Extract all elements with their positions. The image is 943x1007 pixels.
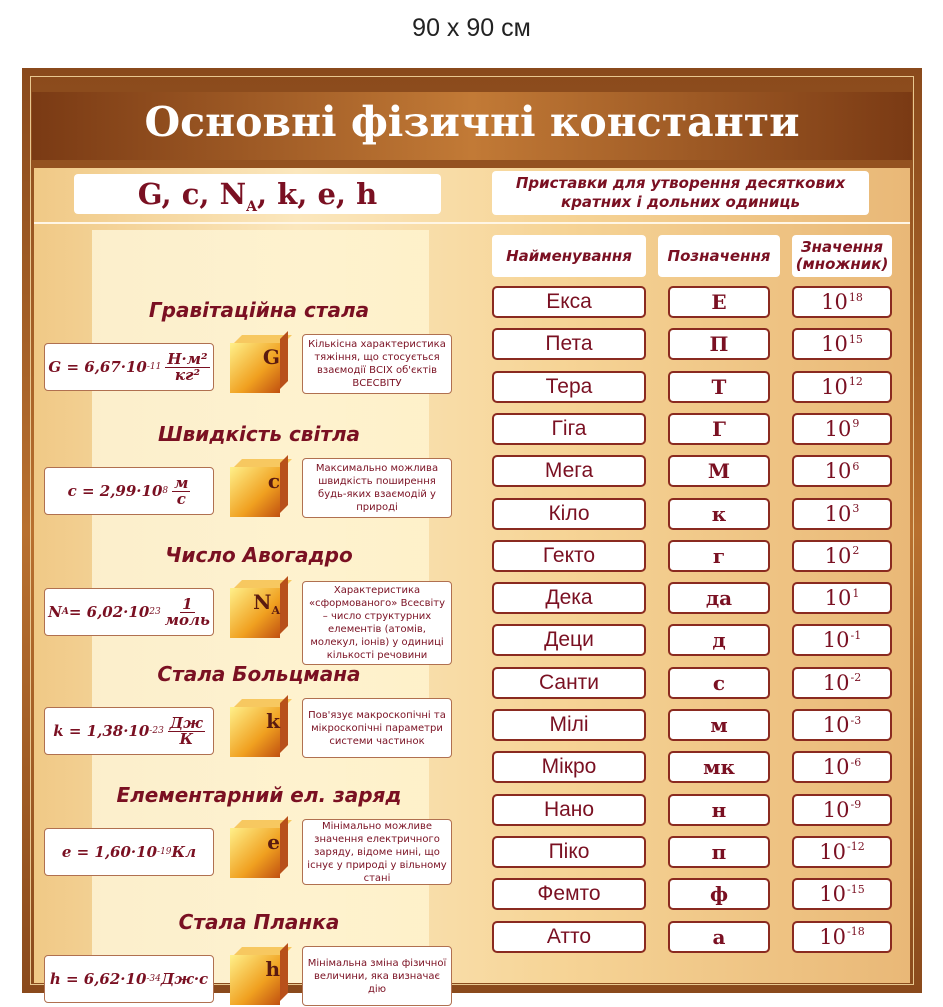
light-speed-cube-icon: c xyxy=(230,459,290,519)
size-label: 90 x 90 см xyxy=(412,14,531,42)
prefix-value-cell: 10 $^2$ xyxy=(792,540,892,572)
prefix-symbol-cell: с xyxy=(668,667,770,699)
prefix-symbol-cell: д xyxy=(668,624,770,656)
constant-description: Пов'язує макроскопічні та мікроскопічні параметри системи частинок xyxy=(302,698,452,758)
constant-heading: Число Авогадро xyxy=(165,543,353,567)
prefix-name-cell: Піко xyxy=(492,836,646,868)
prefix-value-cell: 10 $^{-9}$ xyxy=(792,794,892,826)
prefix-symbol-cell: П xyxy=(668,328,770,360)
avogadro-cube-icon: $N_A$ xyxy=(230,580,290,640)
prefix-value-cell: 10 $^{-1}$ xyxy=(792,624,892,656)
constant-description: Мінімальна зміна фізичної величини, яка визначає дію xyxy=(302,946,452,1006)
prefix-value-cell: 10 $^{-15}$ xyxy=(792,878,892,910)
constant-description: Кількісна характеристика тяжіння, що стосується взаємодії ВСІХ об'єктів ВСЕСВІТУ xyxy=(302,334,452,394)
prefix-name-cell: Тера xyxy=(492,371,646,403)
constant-description: Максимально можлива швидкість поширення будь-яких взаємодій у природі xyxy=(302,458,452,518)
prefix-symbol-cell: н xyxy=(668,794,770,826)
prefix-value-cell: 10 $^{-18}$ xyxy=(792,921,892,953)
prefix-name-cell: Дека xyxy=(492,582,646,614)
prefix-symbol-cell: м xyxy=(668,709,770,741)
constant-formula: e = 1,60·10 -19 Кл xyxy=(44,828,214,876)
constant-formula: c = 2,99·10 8 $\frac{м}{с}$ xyxy=(44,467,214,515)
planck-cube-icon: h xyxy=(230,947,290,1007)
constant-description: Характеристика «сформованого» Всесвіту – число структурних елементів (атомів, молекул, іонів) у одиниці кількості речовини xyxy=(302,581,452,665)
page-title: Основні фізичні константи xyxy=(144,98,800,146)
prefix-value-cell: 10 $^9$ xyxy=(792,413,892,445)
content-panel xyxy=(34,168,910,995)
prefix-name-cell: Гекто xyxy=(492,540,646,572)
prefix-name-cell: Санти xyxy=(492,667,646,699)
poster xyxy=(22,68,922,993)
prefix-name-cell: Пета xyxy=(492,328,646,360)
prefix-value-cell: 10 $^{12}$ xyxy=(792,371,892,403)
constant-description: Мінімально можливе значення електричного заряду, відоме нині, що існує у природі у вільному стані xyxy=(302,819,452,885)
prefix-name-cell: Мікро xyxy=(492,751,646,783)
prefix-value-cell: 10 $^{-6}$ xyxy=(792,751,892,783)
charge-cube-icon: e xyxy=(230,820,290,880)
prefix-name-cell: Мілі xyxy=(492,709,646,741)
prefix-symbol-cell: п xyxy=(668,836,770,868)
prefix-name-cell: Мега xyxy=(492,455,646,487)
constant-formula: N A = 6,02·10 23 $\frac{1}{\text{моль}}$ xyxy=(44,588,214,636)
prefix-name-cell: Деци xyxy=(492,624,646,656)
prefix-symbol-cell: Г xyxy=(668,413,770,445)
divider xyxy=(34,222,910,224)
header-value: Значення (множник) xyxy=(792,235,892,277)
prefix-symbol-cell: мк xyxy=(668,751,770,783)
prefix-symbol-cell: М xyxy=(668,455,770,487)
prefix-value-cell: 10 $^{15}$ xyxy=(792,328,892,360)
prefix-name-cell: Екса xyxy=(492,286,646,318)
prefix-name-cell: Атто xyxy=(492,921,646,953)
constant-formula: h = 6,62·10 -34 Дж·с xyxy=(44,955,214,1003)
prefix-value-cell: 10 $^6$ xyxy=(792,455,892,487)
header-name: Найменування xyxy=(492,235,646,277)
prefix-value-cell: 10 $^1$ xyxy=(792,582,892,614)
prefix-name-cell: Фемто xyxy=(492,878,646,910)
prefix-value-cell: 10 $^3$ xyxy=(792,498,892,530)
prefix-symbol-cell: Е xyxy=(668,286,770,318)
prefix-value-cell: 10 $^{-2}$ xyxy=(792,667,892,699)
prefix-symbol-cell: ф xyxy=(668,878,770,910)
constants-list-box: G, c, $N_A$, k, e, h xyxy=(74,174,441,214)
prefix-symbol-cell: г xyxy=(668,540,770,572)
constant-heading: Швидкість світла xyxy=(157,422,361,446)
prefix-symbol-cell: к xyxy=(668,498,770,530)
prefix-symbol-cell: а xyxy=(668,921,770,953)
prefix-symbol-cell: да xyxy=(668,582,770,614)
constant-heading: Стала Планка xyxy=(178,910,340,934)
header-symbol: Позначення xyxy=(658,235,780,277)
prefix-value-cell: 10 $^{-12}$ xyxy=(792,836,892,868)
boltzmann-cube-icon: k xyxy=(230,699,290,759)
prefix-name-cell: Кіло xyxy=(492,498,646,530)
prefix-name-cell: Гіга xyxy=(492,413,646,445)
constant-formula: k = 1,38·10 -23 $\frac{Дж}{К}$ xyxy=(44,707,214,755)
prefix-value-cell: 10 $^{-3}$ xyxy=(792,709,892,741)
prefix-symbol-cell: Т xyxy=(668,371,770,403)
constant-heading: Гравітаційна стала xyxy=(148,298,370,322)
prefix-name-cell: Нано xyxy=(492,794,646,826)
constant-heading: Елементарний ел. заряд xyxy=(116,783,402,807)
constant-heading: Стала Больцмана xyxy=(157,662,361,686)
prefix-header-box: Приставки для утворення десяткових кратних і дольних одиниць xyxy=(492,171,869,215)
title-band xyxy=(32,92,912,160)
constant-formula: G = 6,67·10 -11 $\frac{\text{Н·м²}}{\text{кг²}}$ xyxy=(44,343,214,391)
gravity-cube-icon: G xyxy=(230,335,290,395)
prefix-value-cell: 10 $^{18}$ xyxy=(792,286,892,318)
